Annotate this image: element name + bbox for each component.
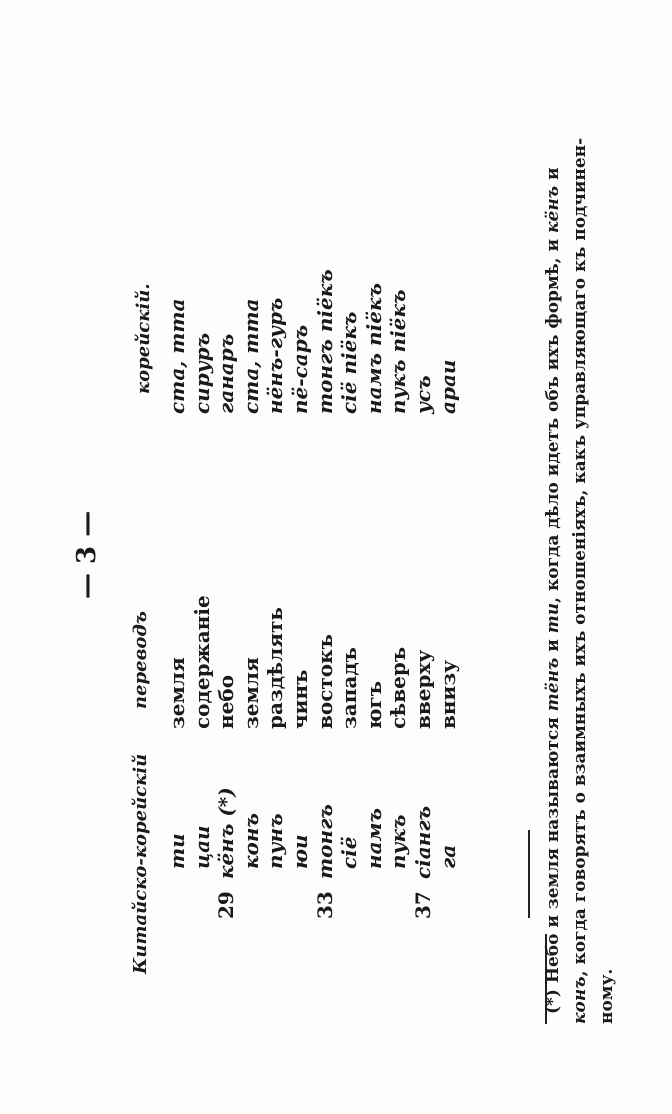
sinokorean-word: ти: [165, 833, 189, 869]
korean-word: нёнъ-гуръ: [263, 297, 288, 414]
sinokorean-word: пукъ: [386, 814, 411, 869]
sinokorean-word: сіангъ: [411, 805, 435, 879]
translation-word: западъ: [337, 647, 362, 729]
header-translation: переводъ: [130, 610, 151, 709]
sinokorean-word: пунъ: [263, 813, 288, 869]
header-korean: корейскій.: [133, 283, 154, 394]
sinokorean-word: кёнъ (*): [214, 787, 239, 879]
translation-word: небо: [214, 674, 239, 729]
korean-word: ганаръ: [214, 333, 239, 414]
short-rule: [528, 830, 530, 918]
korean-word: ста, тта: [165, 298, 189, 414]
page-number: — 3 —: [72, 510, 102, 599]
footnote-line-3: ному.: [597, 968, 617, 1024]
korean-word: пё-саръ: [288, 324, 312, 414]
korean-word: ста, тта: [238, 298, 263, 414]
header-sinokorean: Китайско-корейскій: [130, 753, 151, 974]
row-number: 33: [312, 891, 337, 919]
sinokorean-word: тонгъ: [312, 804, 337, 879]
translation-word: внизу: [435, 660, 460, 729]
korean-word: пукъ піёкъ: [386, 289, 411, 414]
korean-word: тонгъ піёкъ: [312, 269, 337, 414]
footnote-line-1: (*) Небо и земля называются тёнъ и ти, когда дѣло идетъ объ ихъ формѣ, и кёнъ и: [543, 167, 563, 1014]
row-number: 37: [411, 891, 435, 919]
translation-word: югъ: [361, 680, 386, 729]
korean-word: араи: [435, 359, 460, 414]
row-number: 29: [214, 891, 239, 919]
translation-word: чинъ: [288, 669, 312, 729]
korean-word: намъ піёкъ: [361, 283, 386, 414]
sinokorean-word: сіё: [337, 836, 362, 869]
sinokorean-word: га: [435, 844, 460, 869]
translation-word: земля: [238, 657, 263, 729]
korean-word: сіё піёкъ: [337, 311, 362, 414]
footnote: [540, 137, 621, 1024]
translation-word: раздѣлять: [263, 607, 288, 729]
korean-word: усъ: [411, 375, 435, 414]
translation-word: сѣверъ: [386, 646, 411, 729]
footnote-line-2: конъ, когда говорятъ о взаимныхъ ихъ отношеніяхъ, какъ управляющаго къ подчинен-: [570, 137, 590, 1024]
translation-word: востокъ: [312, 634, 337, 729]
translation-word: вверху: [411, 649, 435, 729]
sinokorean-word: намъ: [361, 807, 386, 869]
sinokorean-word: конъ: [238, 813, 263, 869]
sinokorean-word: юи: [288, 834, 312, 869]
korean-word: сируръ: [189, 332, 214, 414]
translation-word: земля: [165, 657, 189, 729]
translation-word: содержаніе: [189, 595, 214, 729]
sinokorean-word: цаи: [189, 825, 214, 869]
